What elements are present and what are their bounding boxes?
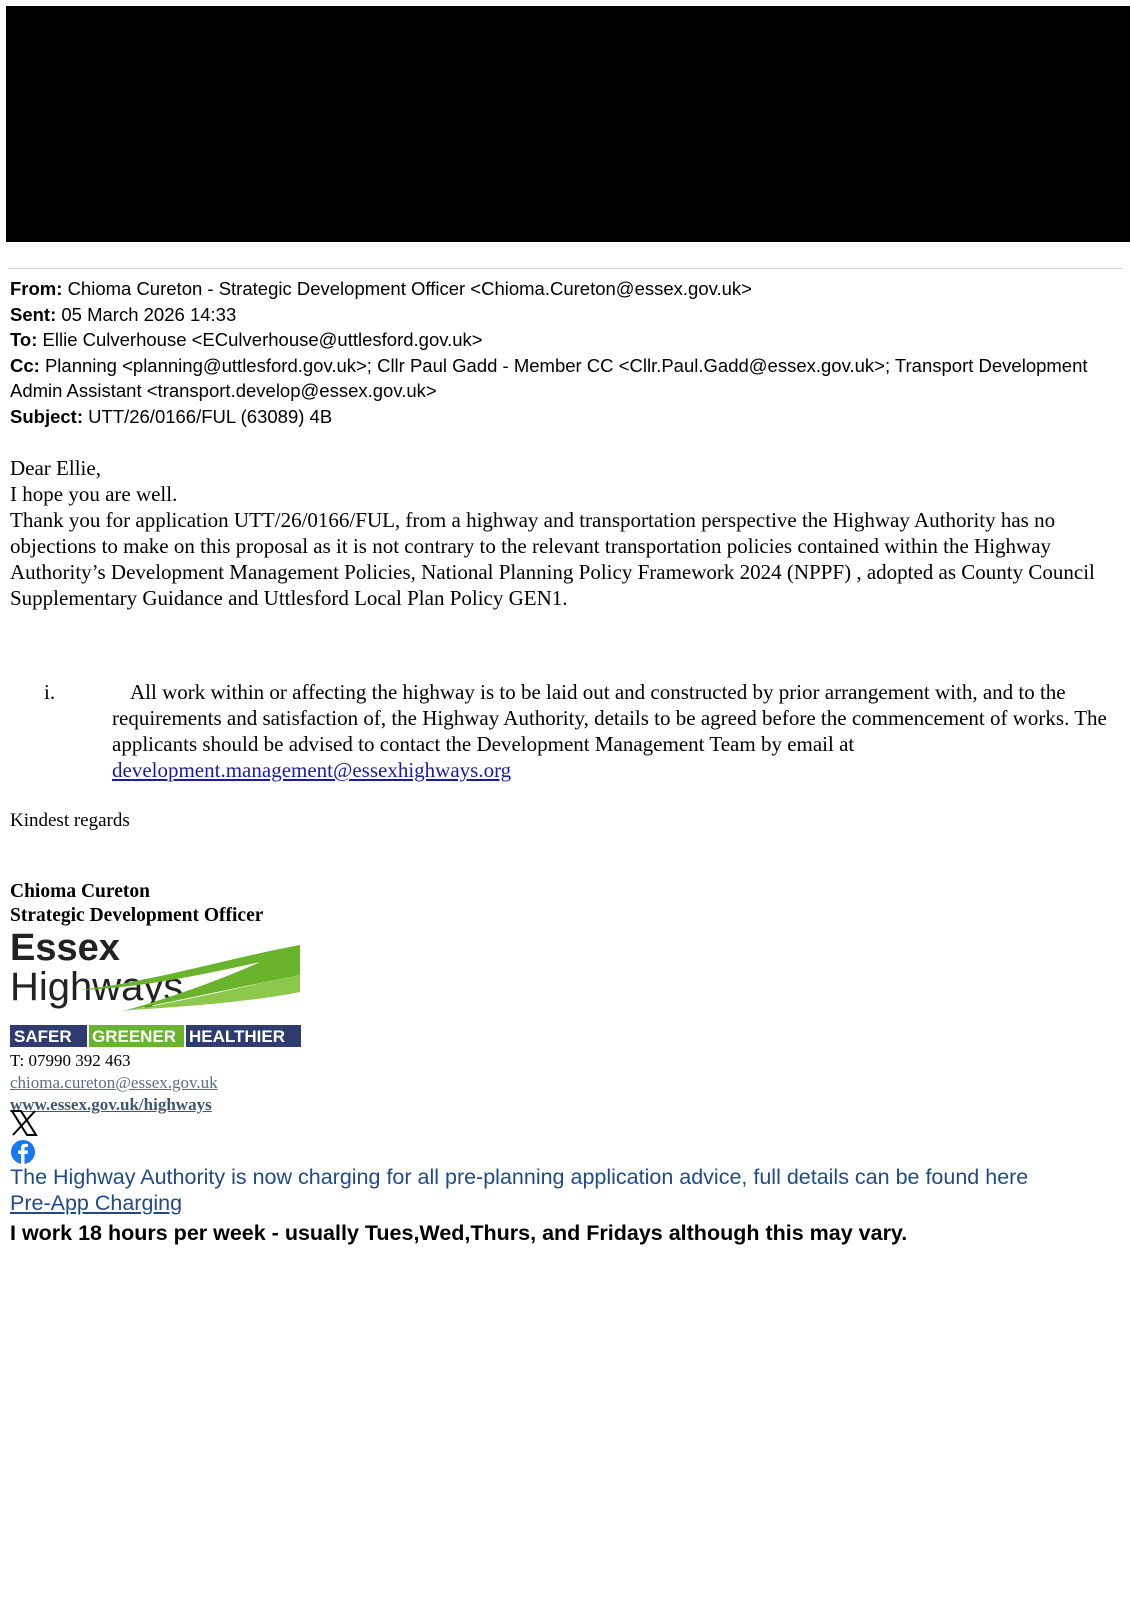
x-logo-icon[interactable]: [10, 1109, 38, 1137]
closing: Kindest regards: [10, 810, 130, 831]
to-value: Ellie Culverhouse <ECulverhouse@uttlesford.gov.uk>: [42, 329, 483, 350]
working-hours: I work 18 hours per week - usually Tues,Wed,Thurs, and Fridays although this may vary.: [10, 1221, 908, 1245]
signature-name: Chioma Cureton: [10, 881, 150, 902]
tag-safer: SAFER: [14, 1027, 72, 1046]
redacted-block: [6, 6, 1130, 242]
main-paragraph: Thank you for application UTT/26/0166/FUL, from a highway and transportation perspective the Highway Authority has no objections to make on this proposal as it is not contrary to the relevant transportation policies contained within the Highway Authority’s Development Management Policies, National Planning Policy Framework 2024 (NPPF) , adopted as County Council Supplementary Guidance and Uttlesford Local Plan Policy GEN1.: [10, 508, 1095, 610]
greeting: Dear Ellie,: [10, 456, 101, 480]
condition-text: All work within or affecting the highway is to be laid out and constructed by prior arrangement with, and to the requirements and satisfaction of, the Highway Authority, details to be agreed before the commencement of works. The applicants should be advised to contact the Development Management Team by email at: [112, 680, 1107, 756]
logo-line2: Highways: [10, 965, 184, 1009]
contact-email-link[interactable]: chioma.cureton@essex.gov.uk: [10, 1073, 218, 1092]
subject-row: Subject: UTT/26/0166/FUL (63089) 4B: [10, 405, 333, 427]
contact-block: [10, 1050, 218, 1116]
email-header: [10, 276, 1126, 429]
signature: [10, 880, 263, 928]
cc-value: Planning <planning@uttlesford.gov.uk>; Cllr Paul Gadd - Member CC <Cllr.Paul.Gadd@essex.gov.uk>; Transport Development: [44, 354, 1088, 376]
cc-value-cont: Admin Assistant <transport.develop@essex.gov.uk>: [10, 380, 437, 401]
website-link[interactable]: www.essex.gov.uk/highways: [10, 1095, 212, 1114]
notice-text: The Highway Authority is now charging for all pre-planning application advice, full details can be found here: [10, 1165, 1029, 1189]
pre-app-notice: [10, 1164, 1126, 1216]
logo-line1: Essex: [10, 930, 120, 969]
tag-greener: GREENER: [92, 1027, 177, 1046]
from-row: From: Chioma Cureton - Strategic Development Officer <Chioma.Cureton@essex.gov.uk>: [10, 278, 752, 299]
essex-highways-logo: [10, 930, 310, 1048]
header-divider: [8, 268, 1122, 269]
email-link[interactable]: development.management@essexhighways.org: [112, 758, 512, 782]
facebook-icon[interactable]: [10, 1139, 36, 1165]
condition-number: i.: [44, 680, 56, 704]
signature-title: Strategic Development Officer: [10, 905, 264, 926]
pre-app-charging-link[interactable]: Pre-App Charging: [10, 1191, 183, 1215]
cc-row: Cc: Planning <planning@uttlesford.gov.uk>; Cllr Paul Gadd - Member CC <Cllr.Paul.Gadd@essex.gov.uk>; Transport Development Admin Assistant <transport.develop@essex.gov.uk>: [10, 354, 1088, 401]
sent-row: Sent: 05 March 2026 14:33: [10, 303, 237, 325]
to-row: To: Ellie Culverhouse <ECulverhouse@uttlesford.gov.uk>: [10, 329, 483, 350]
hope-line: I hope you are well.: [10, 482, 178, 506]
subject-value: UTT/26/0166/FUL (63089) 4B: [88, 405, 333, 427]
from-value: Chioma Cureton - Strategic Development Officer <Chioma.Cureton@essex.gov.uk>: [67, 278, 752, 299]
tag-healthier: HEALTHIER: [189, 1027, 286, 1046]
phone: T: 07990 392 463: [10, 1051, 131, 1070]
email-body: [10, 455, 1126, 611]
sent-value: 05 March 2026 14:33: [61, 303, 237, 325]
